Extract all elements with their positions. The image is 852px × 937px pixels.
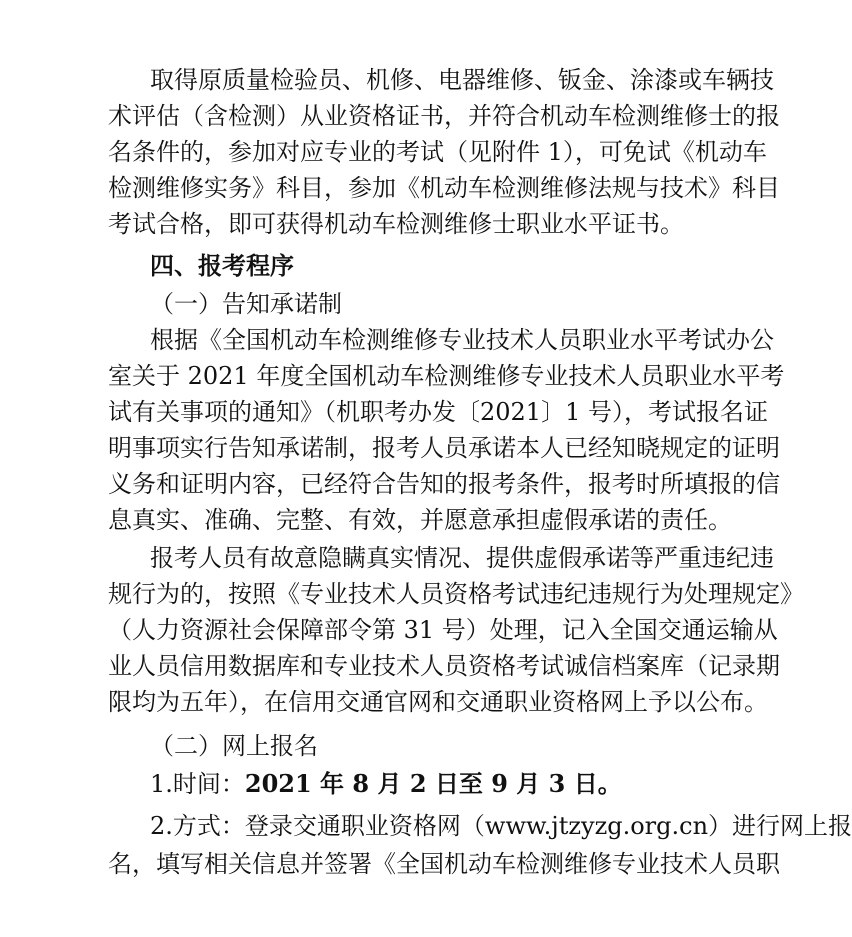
paragraph-line: 室关于 2021 年度全国机动车检测维修专业技术人员职业水平考 [108,362,785,390]
time-label: 1.时间： [150,770,245,798]
paragraph-line: 2.方式：登录交通职业资格网（www.jtzyzg.org.cn）进行网上报 [150,812,852,840]
paragraph-line: （人力资源社会保障部令第 31 号）处理，记入全国交通运输从 [108,616,778,644]
section-heading: 四、报考程序 [150,252,294,280]
paragraph-line: 考试合格，即可获得机动车检测维修士职业水平证书。 [108,210,684,238]
paragraph-line: 根据《全国机动车检测维修专业技术人员职业水平考试办公 [150,326,774,354]
paragraph-line: 名，填写相关信息并签署《全国机动车检测维修专业技术人员职 [108,850,780,878]
paragraph-line: 检测维修实务》科目，参加《机动车检测维修法规与技术》科目 [108,174,780,202]
time-value: 2021 年 8 月 2 日至 9 月 3 日。 [244,769,622,798]
registration-time [150,766,730,802]
paragraph-line: 取得原质量检验员、机修、电器维修、钣金、涂漆或车辆技 [150,66,774,94]
subsection-heading: （一）告知承诺制 [150,290,342,318]
paragraph-line: 明事项实行告知承诺制，报考人员承诺本人已经知晓规定的证明 [108,434,780,462]
paragraph-line: 试有关事项的通知》（机职考办发〔2021〕1 号），考试报名证 [108,398,768,426]
paragraph-line: 规行为的，按照《专业技术人员资格考试违纪违规行为处理规定》 [108,580,804,608]
paragraph-line: 术评估（含检测）从业资格证书，并符合机动车检测维修士的报 [108,102,780,130]
paragraph-line: 业人员信用数据库和专业技术人员资格考试诚信档案库（记录期 [108,652,780,680]
paragraph-line: 限均为五年），在信用交通官网和交通职业资格网上予以公布。 [108,688,768,716]
paragraph-line: 息真实、准确、完整、有效，并愿意承担虚假承诺的责任。 [108,506,732,534]
paragraph-line: 名条件的，参加对应专业的考试（见附件 1），可免试《机动车 [108,138,767,166]
subsection-heading: （二）网上报名 [150,732,318,760]
paragraph-line: 报考人员有故意隐瞒真实情况、提供虚假承诺等严重违纪违 [150,544,774,572]
paragraph-line: 义务和证明内容，已经符合告知的报考条件，报考时所填报的信 [108,470,780,498]
